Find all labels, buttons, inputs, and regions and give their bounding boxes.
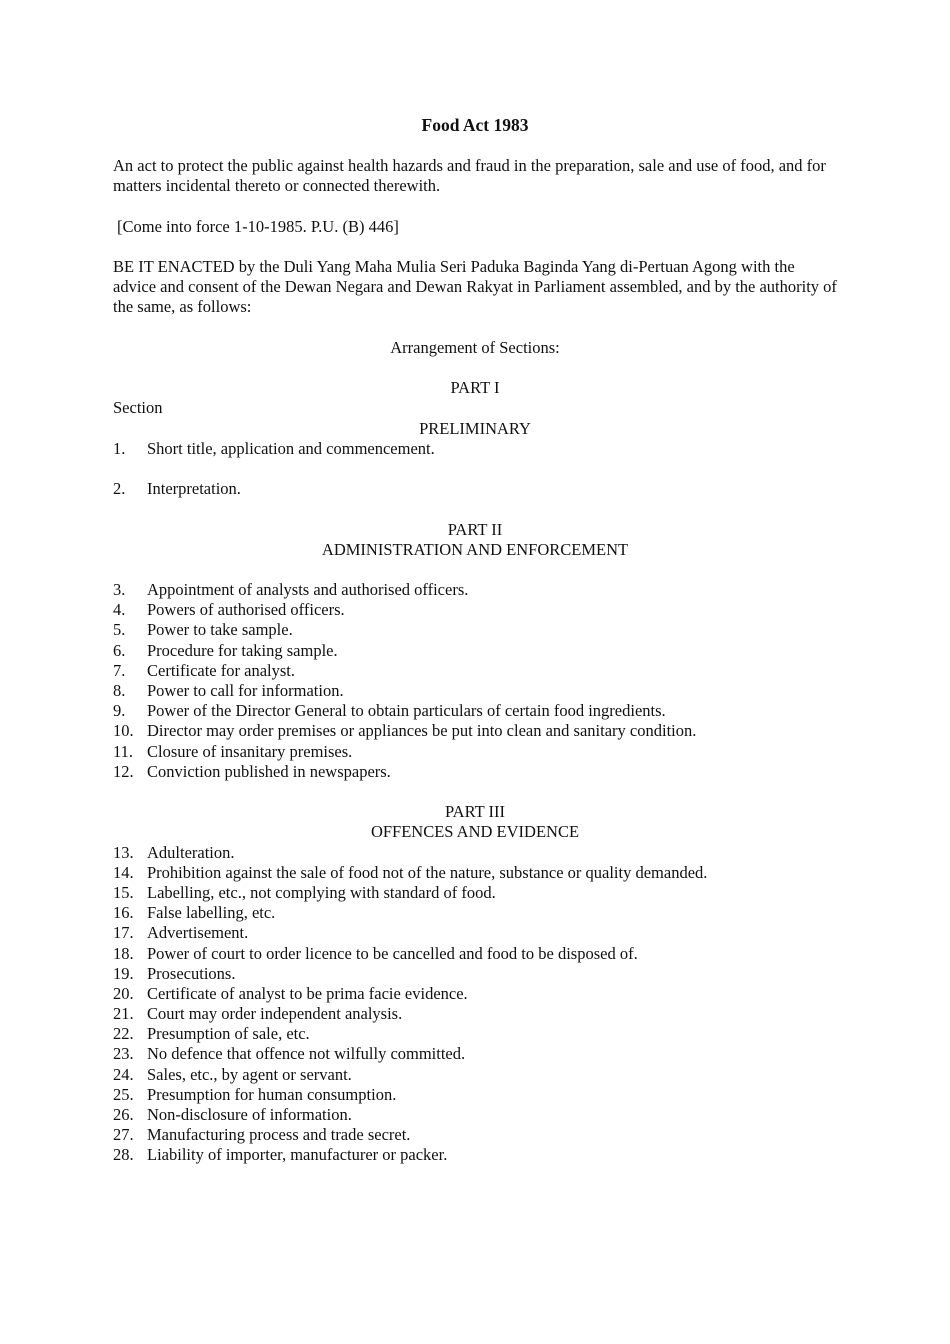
section-number: 6. [113,640,126,660]
section-title: Power to call for information. [147,681,344,701]
section-number: 14. [113,862,134,882]
list-item [113,600,837,620]
section-title: False labelling, etc. [147,903,276,923]
section-title: Presumption of sale, etc. [147,1024,310,1044]
section-title: Powers of authorised officers. [147,600,345,620]
list-item [113,944,837,964]
list-item [113,439,837,459]
section-title: Certificate for analyst. [147,660,295,680]
list-item [113,1004,837,1024]
list-item [113,984,837,1004]
section-title: Sales, etc., by agent or servant. [147,1064,352,1084]
section-number: 10. [113,721,134,741]
section-column-label: Section [113,398,163,418]
section-number: 4. [113,600,126,620]
list-item [113,1125,837,1145]
preamble-text: An act to protect the public against health hazards and fraud in the preparation, sale and use of food, and for matters incidental thereto or connected therewith. [113,156,826,196]
section-title: Power to take sample. [147,620,293,640]
section-number: 7. [113,660,126,680]
section-title: Director may order premises or appliances be put into clean and sanitary condition. [147,721,697,741]
section-title: Power of the Director General to obtain particulars of certain food ingredients. [147,701,666,721]
document-title: Food Act 1983 [421,115,529,135]
section-number: 21. [113,1004,134,1024]
section-title: Prosecutions. [147,963,236,983]
section-number: 16. [113,903,134,923]
section-title: Manufacturing process and trade secret. [147,1125,411,1145]
section-number: 17. [113,923,134,943]
section-title: Liability of importer, manufacturer or packer. [147,1145,448,1165]
part1-title: PRELIMINARY [419,418,531,438]
commencement-note: [Come into force 1-10-1985. P.U. (B) 446] [117,216,399,236]
list-item [113,762,837,782]
section-number: 26. [113,1105,134,1125]
section-number: 19. [113,963,134,983]
section-number: 3. [113,580,126,600]
section-title: Adulteration. [147,842,235,862]
section-number: 1. [113,438,126,458]
list-item [113,903,837,923]
list-item [113,964,837,984]
section-number: 8. [113,681,126,701]
part2-title: ADMINISTRATION AND ENFORCEMENT [321,539,629,559]
section-title: Court may order independent analysis. [147,1004,403,1024]
section-title: Procedure for taking sample. [147,640,338,660]
list-item [113,1145,837,1165]
part3-title: OFFENCES AND EVIDENCE [370,822,580,842]
section-number: 12. [113,761,134,781]
part1-heading: PART I [450,378,500,398]
list-item [113,742,837,762]
list-item [113,1024,837,1044]
list-item [113,843,837,863]
list-item [113,1085,837,1105]
list-item [113,1065,837,1085]
enactment-text: BE IT ENACTED by the Duli Yang Maha Mulia Seri Paduka Baginda Yang di-Pertuan Agong with the advice and consent of the Dewan Negara and Dewan Rakyat in Parliament assembled, and by the authority of the same, as follows: [113,256,837,317]
section-title: Non-disclosure of information. [147,1105,352,1125]
list-item [113,620,837,640]
section-number: 9. [113,701,126,721]
section-number: 20. [113,983,134,1003]
list-item [113,681,837,701]
list-item [113,721,837,741]
arrangement-heading: Arrangement of Sections: [390,337,560,357]
section-title: Presumption for human consumption. [147,1084,397,1104]
list-item [113,1044,837,1064]
part2-list [113,580,837,782]
section-number: 22. [113,1024,134,1044]
section-title: Prohibition against the sale of food not of the nature, substance or quality demanded. [147,862,708,882]
section-number: 27. [113,1125,134,1145]
part2-heading: PART II [447,519,503,539]
list-item [113,701,837,721]
part1-list [113,439,837,500]
section-title: Power of court to order licence to be cancelled and food to be disposed of. [147,943,638,963]
section-title: Interpretation. [147,479,241,499]
section-number: 15. [113,882,134,902]
part1-header-block [113,398,837,438]
section-title: Labelling, etc., not complying with standard of food. [147,882,496,902]
list-item [113,863,837,883]
section-number: 23. [113,1044,134,1064]
section-number: 25. [113,1084,134,1104]
section-title: Appointment of analysts and authorised officers. [147,580,469,600]
part3-heading: PART III [445,802,505,822]
list-item [113,1105,837,1125]
section-number: 28. [113,1145,134,1165]
list-item [113,923,837,943]
section-number: 11. [113,741,134,761]
list-item [113,641,837,661]
section-title: Closure of insanitary premises. [147,741,353,761]
document-page [113,114,837,1166]
section-title: Certificate of analyst to be prima facie evidence. [147,983,468,1003]
section-number: 13. [113,842,134,862]
list-item [113,479,837,499]
section-number: 24. [113,1064,134,1084]
section-number: 5. [113,620,126,640]
part3-list [113,843,837,1166]
section-title: Short title, application and commencement. [147,438,435,458]
section-title: Conviction published in newspapers. [147,761,391,781]
list-item [113,883,837,903]
section-title: No defence that offence not wilfully committed. [147,1044,466,1064]
section-number: 2. [113,479,126,499]
section-number: 18. [113,943,134,963]
list-item [113,580,837,600]
section-title: Advertisement. [147,923,249,943]
list-item [113,661,837,681]
